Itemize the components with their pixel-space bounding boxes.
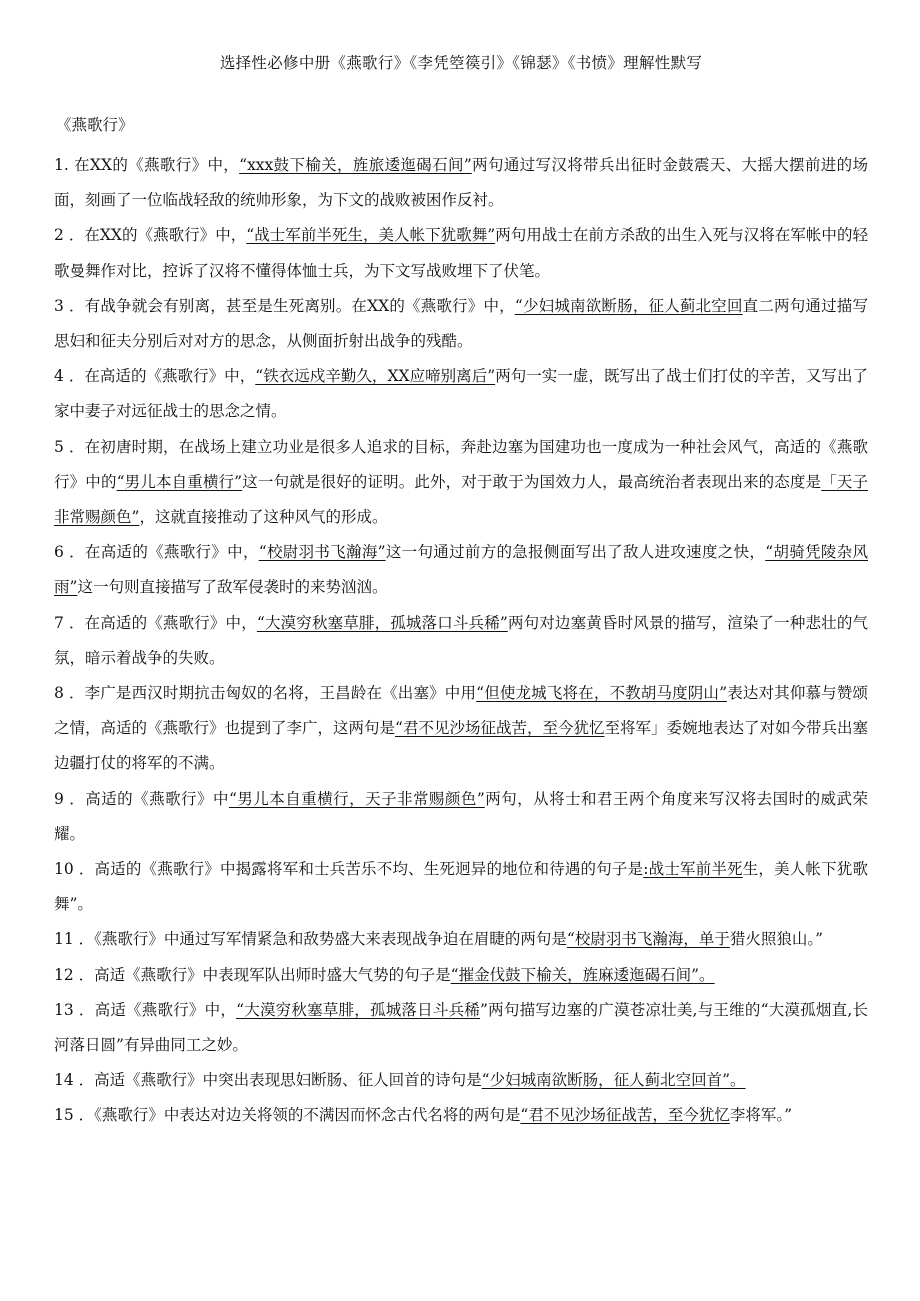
answer-underlined: 「天子非常赐颜色” xyxy=(54,472,868,527)
question-number: 1. xyxy=(54,156,75,174)
answer-underlined: “但使龙城飞将在，不教胡马度阴山” xyxy=(476,684,728,703)
question-item xyxy=(54,958,868,993)
question-number: 13 ． xyxy=(54,1000,95,1019)
question-text: 有战争就会有别离，甚至是生死离别。在XX的《燕歌行》中， xyxy=(84,296,515,315)
question-number: 14 ． xyxy=(54,1071,95,1090)
answer-underlined: “少妇城南欲断肠，征人蓟北空回首”。 xyxy=(481,1071,746,1090)
question-number: 5 ． xyxy=(54,437,85,456)
question-number: 11 ． xyxy=(54,930,95,949)
question-text: 高适《燕歌行》中表现军队出师时盛大气势的句子是 xyxy=(94,965,451,984)
question-item xyxy=(54,782,868,852)
answer-underlined: “铁衣远戍辛勤久，XX应啼别离后” xyxy=(255,367,496,386)
question-text: 在高适的《燕歌行》中， xyxy=(84,543,259,562)
answer-underlined: “战士军前半死生，美人帐下犹歌舞” xyxy=(246,226,496,245)
question-text: 直二两句通过描写思妇和征夫分别后对对方的思念，从侧面折射出战争的残酷。 xyxy=(54,296,868,351)
question-item xyxy=(54,993,868,1063)
question-number: 2 ． xyxy=(54,226,85,245)
question-text: 至将军」委婉地表达了对如今带兵出塞边疆打仗的将军的不满。 xyxy=(54,719,868,773)
answer-underlined: “男儿本自重横行” xyxy=(116,472,243,491)
question-number: 9 ． xyxy=(54,789,86,808)
answer-underlined: “君不见沙场征战苦，至今犹忆 xyxy=(520,1106,730,1125)
question-item xyxy=(54,430,868,536)
answer-underlined: “校尉羽书飞瀚海，单于 xyxy=(566,930,730,949)
question-text: 两句对边塞黄昏时风景的描写，渲染了一种悲壮的气氛，暗示着战争的失败。 xyxy=(54,613,868,667)
question-text: 高适的《燕歌行》中揭露将军和士兵苦乐不均、生死迥异的地位和待遇的句子是 xyxy=(94,860,644,879)
answer-underlined: “大漠穷秋塞草腓，孤城落日斗兵稀 xyxy=(236,1000,481,1019)
answer-underlined: “君不见沙场征战苦，至今犹忆 xyxy=(395,719,605,738)
question-item xyxy=(54,852,868,922)
question-item xyxy=(54,218,868,288)
answer-underlined: “校尉羽书飞瀚海” xyxy=(258,543,386,562)
question-number: 10 ． xyxy=(54,860,95,879)
question-text: ，这就直接推动了这种风气的形成。 xyxy=(139,508,388,527)
question-text: 高适《燕歌行》中突出表现思妇断肠、征人回首的诗句是 xyxy=(94,1071,482,1090)
question-text: 在高适的《燕歌行》中， xyxy=(84,613,257,632)
answer-underlined: “男儿本自重横行，天子非常赐颜色” xyxy=(228,789,485,808)
answer-underlined: “xxx鼓下榆关，旌旅逶迤碣石间” xyxy=(239,156,472,174)
question-item xyxy=(54,359,868,429)
question-item xyxy=(54,676,868,782)
question-text: 李广是西汉时期抗击匈奴的名将，王昌龄在《出塞》中用 xyxy=(84,684,477,703)
question-item xyxy=(54,922,868,957)
question-text: 《燕歌行》中通过写军情紧急和敌势盛大来表现战争迫在眉睫的两句是 xyxy=(94,930,567,949)
question-number: 12 ． xyxy=(54,965,95,984)
question-text: 这一句通过前方的急报侧面写出了敌人进攻速度之快， xyxy=(385,543,766,562)
answer-underlined: “大漠穷秋塞草腓，孤城落口斗兵稀” xyxy=(256,613,508,632)
question-text: 猎火照狼山。” xyxy=(729,930,824,949)
question-text: 两句，从将士和君王两个角度来写汉将去国时的威武荣耀。 xyxy=(54,789,868,843)
question-text: 《燕歌行》中表达对边关将领的不满因而怀念古代名将的两句是 xyxy=(94,1106,521,1125)
question-number: 8 ． xyxy=(54,684,85,703)
question-item xyxy=(54,535,868,605)
question-text: 两句用战士在前方杀敌的出生入死与汉将在军帐中的轻歌曼舞作对比，控诉了汉将不懂得体恤士兵，为下文写战败埋下了伏笔。 xyxy=(54,226,868,280)
question-text: 两句一实一虚，既写出了战士们打仗的辛苦，又写出了家中妻子对远征战士的思念之情。 xyxy=(54,367,868,421)
question-text: 生，美人帐下犹歌舞”。 xyxy=(54,860,868,914)
question-item xyxy=(54,606,868,676)
question-number: 4 ． xyxy=(54,367,85,386)
question-text: 高适《燕歌行》中， xyxy=(94,1000,237,1019)
question-text: 在XX的《燕歌行》中， xyxy=(74,156,240,174)
answer-underlined: “胡骑凭陵杂风雨” xyxy=(54,543,868,597)
question-text: ”两句描写边塞的广漠苍凉壮美,与王维的“大漠孤烟直,长河落日圆”有异曲同工之妙。 xyxy=(54,1000,868,1055)
question-list xyxy=(54,148,868,1134)
question-item xyxy=(54,148,868,218)
answer-underlined: “摧金伐鼓下榆关，旌麻逶迤碣石间”。 xyxy=(450,965,715,984)
question-item xyxy=(54,1063,868,1098)
question-text: 在高适的《燕歌行》中， xyxy=(84,367,256,386)
question-number: 7 ． xyxy=(54,613,85,632)
answer-underlined: :战士军前半死 xyxy=(643,860,743,879)
answer-underlined: “少妇城南欲断肠，征人蓟北空回 xyxy=(514,296,743,315)
question-number: 15 ． xyxy=(54,1106,95,1125)
question-item xyxy=(54,289,868,359)
question-text: 李将军。” xyxy=(729,1106,793,1125)
question-text: 在初唐时期，在战场上建立功业是很多人追求的目标，奔赴边塞为国建功也一度成为一种社会风气，高适的《燕歌行》中的 xyxy=(54,437,868,491)
document-title: 选择性必修中册《燕歌行》《李凭箜篌引》《锦瑟》《书愤》理解性默写 xyxy=(219,54,703,72)
question-text: 这一句则直接描写了敌军侵袭时的来势汹汹。 xyxy=(77,578,388,597)
section-heading: 《燕歌行》 xyxy=(56,116,134,134)
question-item xyxy=(54,1098,868,1133)
question-number: 6 ． xyxy=(54,543,85,562)
question-text: 在XX的《燕歌行》中， xyxy=(84,226,247,245)
question-text: 两句通过写汉将带兵出征时金鼓震天、大摇大摆前进的场面，刻画了一位临战轻敌的统帅形象，为下文的战败被困作反衬。 xyxy=(54,156,868,210)
question-text: 表达对其仰慕与赞颂之情，高适的《燕歌行》也提到了李广，这两句是 xyxy=(54,684,868,738)
question-text: 高适的《燕歌行》中 xyxy=(85,789,229,808)
question-text: 这一句就是很好的证明。此外，对于敢于为国效力人，最高统治者表现出来的态度是 xyxy=(242,472,822,491)
question-number: 3 ． xyxy=(54,296,85,315)
